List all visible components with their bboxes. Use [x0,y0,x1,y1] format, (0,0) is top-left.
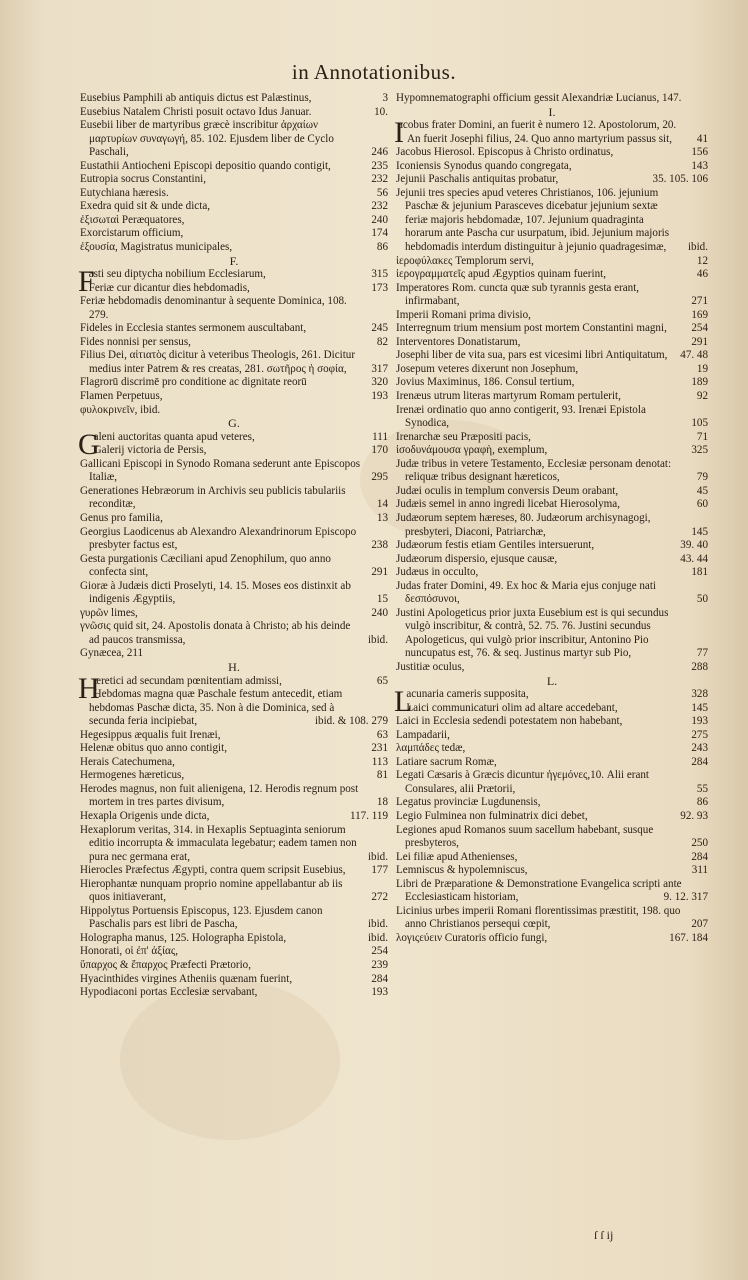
section-letter: L. [546,673,558,688]
page-reference: 77 [696,647,708,660]
page-reference: 284 [691,850,708,863]
index-entry [396,485,708,499]
signature-mark: ſ ſ ij [594,1228,614,1242]
section-letter: G. [228,416,240,431]
entry-text: Imperii Romani prima divisio, [396,308,531,321]
entry-text: γυρῶν limes, [80,606,138,619]
entry-text: Gesta purgationis Cæciliani apud Zenophilum, quo anno confecta sint, [80,552,331,579]
entry-text: Judæ tribus in vetere Testamento, Ecclesiæ personam denotat: reliquæ tribus designant hæreticos, [396,457,672,484]
entry-text: Hebdomas magna quæ Paschale festum antecedit, etiam hebdomas Paschæ dicta, 35. Non à die Dominica, sed à secunda feria incipiebat, [89,688,343,728]
entry-text: Irenæus utrum literas martyrum Romam pertulerit, [396,390,621,403]
page-reference: 284 [691,755,708,768]
index-entry [80,173,388,187]
entry-text: Imperatores Rom. cuncta quæ sub tyrannis gesta erant, infirmabant, [396,281,640,308]
entry-text: Jovius Maximinus, 186. Consul tertium, [396,376,575,389]
entry-text: Flamen Perpetuus, [80,390,163,403]
page-reference: 156 [691,146,708,159]
entry-text: Hypomnematographi officium gessit Alexandriæ Lucianus, 147. [396,92,682,104]
entry-text: Eusebius Pamphili ab antiquis dictus est Palæstinus, [80,92,312,104]
entry-text: Judæus in occulto, [396,566,479,579]
entry-text: Generationes Hebræorum in Archivis seu publicis tabulariis reconditæ, [80,484,346,511]
entry-text: Hermogenes hæreticus, [80,769,185,782]
page-reference: 243 [691,742,708,755]
entry-text: Legati Cæsaris à Græcis dicuntur ἡγεμόνες,10. Alii erant Consulares, alii Prætorii, [396,769,650,795]
page-reference: 240 [371,606,388,619]
entry-text: Laici communicaturi olim ad altare accedebant, [406,701,618,714]
page-reference: 254 [691,322,708,335]
index-entry [80,336,388,350]
page-reference: 245 [371,322,388,335]
index-entry [80,688,388,729]
page-reference: 18 [376,796,388,809]
index-entry [396,715,708,729]
page-reference: 143 [691,159,708,172]
index-entry [396,878,708,905]
index-entry [80,106,388,120]
entry-text: Eustathii Antiocheni Episcopi depositio quando contigit, [80,159,331,172]
page-reference: 275 [691,728,708,741]
entry-text: Laici in Ecclesia sedendi potestatem non habebant, [396,715,623,728]
index-entry [80,553,388,580]
index-entry [396,756,708,770]
index-entry [80,282,388,296]
index-entry [80,580,388,607]
index-entry [80,647,388,661]
index-entry [80,932,388,946]
page-reference: 35. 105. 106 [652,173,708,186]
index-entry [80,187,388,201]
page-reference: 250 [691,837,708,850]
entry-text: Eutychiana hæresis. [80,186,169,199]
index-entry [396,376,708,390]
index-entry [80,214,388,228]
entry-text: ὕπαρχος & ἔπαρχος Præfecti Prætorio, [80,959,251,971]
entry-text: ἐξισωταὶ Peræquatores, [80,213,185,226]
page-reference: 232 [371,200,388,213]
index-entry [80,986,388,1000]
entry-text: Hegesippus æqualis fuit Irenæi, [80,728,221,741]
page-reference: 315 [371,268,388,281]
index-entry [396,796,708,810]
section-letter: I. [548,104,556,119]
index-entry [396,146,708,160]
entry-text: Lei filiæ apud Athenienses, [396,850,518,863]
index-entry [396,498,708,512]
drop-capital: G [78,427,100,461]
index-entry [80,349,388,376]
index-entry [396,322,708,336]
index-entry [396,607,708,661]
page-reference: 39. 40 [680,539,708,552]
page-reference: 92. 93 [680,809,708,822]
entry-text: Eutropia socrus Constantini, [80,173,207,186]
entry-text: Hexaplorum veritas, 314. in Hexaplis Septuaginta seniorum editio incorrupta & immaculata legebatur; eadem tamen non pura nec germana erat, [80,823,357,863]
index-entry [396,309,708,323]
page-reference: 43. 44 [680,552,708,565]
entry-text: Helenæ obitus quo anno contigit, [80,742,227,755]
page-reference: 113 [371,755,388,768]
entry-text: Justitiæ oculus, [396,660,465,673]
entry-text: Libri de Præparatione & Demonstratione Evangelica scripti ante Ecclesiasticam historiam, [396,877,682,904]
page-reference: 193 [371,390,388,403]
index-entry [396,932,708,946]
page-reference: ibid. [687,241,708,254]
index-column-right [396,92,708,945]
page-reference: 189 [691,376,708,389]
index-entry [80,783,388,810]
drop-capital: L [394,685,413,719]
page-reference: 193 [691,715,708,728]
page-reference: 174 [371,227,388,240]
entry-text: Herodes magnus, non fuit alienigena, 12. Herodis regnum post mortem in tres partes divisum, [80,782,359,809]
index-entry [396,404,708,431]
index-entry [396,851,708,865]
entry-text: Irenarchæ seu Præpositi pacis, [396,430,531,443]
entry-text: Judas frater Domini, 49. Ex hoc & Maria ejus conjuge nati δεσπόσυνοι, [396,579,657,606]
index-entry [80,390,388,404]
index-entry [80,945,388,959]
page-reference: 181 [691,566,708,579]
entry-text: ἰσοδυνάμουσα γραφὴ, exemplum, [396,444,548,457]
page-reference: 271 [691,295,708,308]
page-reference: 50 [696,593,708,606]
entry-text: Judæorum septem hæreses, 80. Judæorum archisynagogi, presbyteri, Diaconi, Patriarchæ, [396,511,651,538]
entry-text: Gioræ à Judæis dicti Proselyti, 14. 15. Moses eos distinxit ab indigenis Ægyptiis, [80,579,351,606]
page-reference: 288 [691,660,708,673]
page-reference: 291 [371,566,388,579]
page-reference: 235 [371,159,388,172]
entry-text: Eusebius Natalem Christi posuit octavo Idus Januar. [80,105,312,118]
page-reference: 71 [696,430,708,443]
page-reference: 193 [371,986,388,999]
entry-text: Iconiensis Synodus quando congregata, [396,159,572,172]
page-reference: 92 [696,390,708,403]
entry-text: Honorati, οἱ ἐπ' ἀξίας, [80,945,179,958]
entry-text: Judæis semel in anno ingredi licebat Hierosolyma, [396,498,620,511]
page-reference: 325 [691,444,708,457]
entry-text: Fides nonnisi per sensus, [80,335,191,348]
index-entry [396,92,708,106]
index-entry [80,824,388,865]
index-entry [80,444,388,458]
entry-text: Lemniscus & hypolemniscus, [396,864,528,877]
page-reference: 311 [691,864,708,877]
entry-text: Hierocles Præfectus Ægypti, contra quem scripsit Eusebius, [80,864,346,877]
entry-text: Gallicani Episcopi in Synodo Romana sederunt ante Episcopos Italiæ, [80,457,361,484]
entry-text: Jacobus Hierosol. Episcopus à Christo ordinatus, [396,146,614,159]
page-reference: 3 [382,92,388,104]
index-entry [80,241,388,255]
index-entry [396,458,708,485]
index-entry [80,227,388,241]
entry-text: F asti seu diptycha nobilium Ecclesiarum, [78,265,266,299]
entry-text: Hypodiaconi portas Ecclesiæ servabant, [80,986,258,999]
page-reference: 86 [696,796,708,809]
index-entry [80,526,388,553]
page-reference: 170 [371,444,388,457]
page-reference: 63 [376,728,388,741]
page-reference: 14 [376,498,388,511]
page-reference: 284 [371,972,388,985]
index-entry [80,295,388,322]
index-entry [396,512,708,539]
index-entry [80,729,388,743]
page-reference: 45 [696,484,708,497]
index-entry [396,864,708,878]
page-reference: 19 [696,362,708,375]
entry-text: Judæi oculis in templum conversis Deum orabant, [396,484,619,497]
page-reference: 65 [376,674,388,687]
index-entry [396,282,708,309]
entry-text: Lampadarii, [396,728,450,741]
index-entry [80,458,388,485]
index-entry [396,173,708,187]
page-reference: 295 [371,471,388,484]
page-reference: 317 [371,362,388,375]
entry-text: Exorcistarum officium, [80,227,184,240]
entry-text: Genus pro familia, [80,511,163,524]
drop-capital: I [394,116,404,150]
page-reference: 9. 12. 317 [663,891,708,904]
entry-text: Holographa manus, 125. Holographa Epistola, [80,931,287,944]
index-entry [396,566,708,580]
index-entry [396,661,708,675]
index-entry [396,255,708,269]
page-reference: 272 [371,891,388,904]
page-reference: 207 [691,918,708,931]
index-entry [394,116,708,150]
entry-text: Herais Catechumena, [80,755,175,768]
index-entry [80,959,388,973]
page-reference: ibid. [367,931,388,944]
entry-text: Licinius urbes imperii Romani florentissimas præstitit, 198. quo anno Christianos persequi cœpit, [396,904,681,931]
entry-text: Fideles in Ecclesia stantes sermonem auscultabant, [80,322,307,335]
entry-text: Interregnum trium mensium post mortem Constantini magni, [396,322,667,335]
page-reference: 117. 119 [349,809,388,822]
entry-text: G aleni auctoritas quanta apud veteres, [78,427,255,461]
page-reference: 145 [691,701,708,714]
page-reference: 46 [696,268,708,281]
page-reference: 145 [691,525,708,538]
index-entry [396,702,708,716]
index-entry [396,349,708,363]
entry-text: Irenæi ordinatio quo anno contigerit, 93. Irenæi Epistola Synodica, [396,403,646,430]
entry-text: γνῶσις quid sit, 24. Apostolis donata à Christo; ab his deinde ad paucos transmissa, [80,620,351,646]
index-entry [80,620,388,647]
index-entry [80,973,388,987]
entry-text: Judæorum dispersio, ejusque causæ, [396,552,558,565]
page-reference: 47. 48 [680,349,708,362]
index-entry [80,756,388,770]
index-entry [80,404,388,418]
page-reference: 15 [376,593,388,606]
page-reference: 60 [696,498,708,511]
section-letter: H. [228,659,240,674]
index-entry [396,390,708,404]
entry-text: Georgius Laodicenus ab Alexandro Alexandrinorum Episcopo presbyter factus est, [80,525,357,552]
entry-text: Hippolytus Portuensis Episcopus, 123. Ejusdem canon Paschalis pars est libri de Pascha, [80,904,323,931]
entry-text: φυλοκρινεῖν, ibid. [80,403,161,416]
index-entry [80,607,388,621]
entry-text: Justini Apologeticus prior juxta Eusebium est is qui secundus vulgò inscribitur, & contrà, 52. 75. 76. Justini secundus Apologeticus, qui vulgò prior inscribitur, Antonino Pio nuncupatus est, 76. & seq. Justinus martyr sub Pio, [396,606,669,660]
index-entry [396,742,708,756]
page-reference: ibid. [367,850,388,863]
index-entry [80,160,388,174]
index-entry [80,512,388,526]
entry-text: Josephi liber de vita sua, pars est vicesimi libri Antiquitatum, [396,349,668,362]
page-reference: 240 [371,213,388,226]
entry-text: Eusebii liber de martyribus græcè inscribitur ἀρχαίων μαρτυρίων συναγωγή, 85. 102. Ejusdem liber de Cyclo Paschali, [80,119,334,159]
entry-text: L acunaria cameris supposita, [394,685,529,719]
paper-stain [120,980,340,1140]
page-reference: 177 [371,864,388,877]
index-entry [80,878,388,905]
index-entry [396,580,708,607]
page-title: in Annotationibus. [291,60,457,84]
index-entry [396,539,708,553]
drop-capital: F [78,265,95,299]
index-entry [80,376,388,390]
entry-text: λαμπάδες tedæ, [396,742,466,755]
page-reference: 231 [371,742,388,755]
entry-text: H æretici ad secundam pœnitentiam admissi, [78,671,282,705]
entry-text: Jejunii tres species apud veteres Christianos, 106. jejunium Paschæ & jejunium Parasceves dicebatur jejunium sextæ feriæ majoris hebdomadæ, 107. Jejunium quadraginta horarum ante Pascha cur usurpatum, ibid. Jejunium majoris hebdomadis interdum distinguitur à jejunio quadragesimæ, [396,186,670,254]
entry-text: Josepum veteres dixerunt non Josephum, [396,362,579,375]
page-reference: 82 [376,335,388,348]
entry-text: I acobus frater Domini, an fuerit è numero 12. Apostolorum, 20. An fuerit Josephi filius, 24. Quo anno martyrium passus sit, [394,116,677,150]
index-entry [396,810,708,824]
page-reference: 232 [371,173,388,186]
index-entry [80,485,388,512]
entry-text: Filius Dei, αἰτιατὸς dicitur à veteribus Theologis, 261. Dicitur medius inter Patrem & res creatas, 281. σωτῆρος ἡ σοφία, [80,349,356,375]
page-reference: 238 [371,539,388,552]
page-reference: 173 [371,281,388,294]
entry-text: Gynæcea, 211 [80,647,144,660]
index-entry [396,268,708,282]
entry-text: Exedra quid sit & unde dicta, [80,200,211,213]
page-reference: 13 [376,511,388,524]
entry-text: Jejunii Paschalis antiquitas probatur, [396,173,559,186]
entry-text: Feriæ hebdomadis denominantur à sequente Dominica, 108. 279. [80,295,347,321]
entry-text: Feriæ cur dicantur dies hebdomadis, [88,281,250,294]
entry-text: Latiare sacrum Romæ, [396,755,497,768]
page-reference: ibid. [367,918,388,931]
entry-text: Judæorum festis etiam Gentiles intersuerunt, [396,539,595,552]
entry-text: Legio Fulminea non fulminatrix dici debet, [396,809,588,822]
page-reference: 79 [696,471,708,484]
page-reference: 86 [376,241,388,254]
page-reference: 167. 184 [669,931,708,944]
entry-text: Legatus provinciæ Lugdunensis, [396,796,541,809]
page-reference: ibid. & 108. 279 [314,715,388,728]
page-reference: 10. [374,105,388,118]
entry-text: ἱεροφύλακες Templorum servi, [396,254,534,267]
page-reference: 320 [371,376,388,389]
page-reference: 81 [376,769,388,782]
page-reference: 12 [696,254,708,267]
entry-text: ἐξουσία, Magistratus municipales, [80,241,233,254]
entry-text: Legiones apud Romanos suum sacellum habebant, susque presbyteros, [396,823,654,850]
index-entry [396,160,708,174]
index-entry [396,729,708,743]
index-entry [80,322,388,336]
page-reference: 239 [371,959,388,971]
index-entry [80,864,388,878]
index-entry [396,905,708,932]
index-entry [80,742,388,756]
index-entry [80,200,388,214]
entry-text: Galerij victoria de Persis, [93,444,207,457]
entry-text: λογιςεύειν Curatoris officio fungi, [396,931,548,944]
index-entry [78,671,388,705]
entry-text: Flagrorū discrimē pro conditione ac dignitate reorū [80,376,307,389]
index-entry [396,553,708,567]
index-entry [80,119,388,160]
index-entry [396,363,708,377]
page-reference: 328 [691,688,708,701]
index-entry [396,336,708,350]
entry-text: ἱερογραμματεῖς apud Ægyptios quinam fuerint, [396,268,606,281]
entry-text: Hexapla Origenis unde dicta, [80,809,210,822]
page-reference: 291 [691,335,708,348]
index-column-left [80,92,388,1000]
index-entry [80,905,388,932]
page-reference: 246 [371,146,388,159]
page-reference: 105 [691,417,708,430]
drop-capital: H [78,671,100,705]
page-reference: 254 [371,945,388,958]
page-reference: 111 [372,430,388,443]
index-entry [80,810,388,824]
entry-text: Interventores Donatistarum, [396,335,521,348]
entry-text: Hyacinthides virgines Atheniis quænam fuerint, [80,972,293,985]
index-entry [80,92,388,106]
index-entry [396,431,708,445]
page-reference: 55 [696,782,708,795]
page-reference: 169 [691,308,708,321]
entry-text: Hierophantæ nunquam proprio nomine appellabantur ab iis quos initiaverant, [80,877,343,904]
index-entry [80,769,388,783]
index-entry [396,444,708,458]
index-entry [396,769,708,796]
page-reference: ibid. [367,633,388,646]
page-reference: 56 [376,186,388,199]
page-reference: 41 [696,132,708,145]
section-letter: F. [229,253,239,268]
index-entry [396,187,708,255]
index-entry [396,824,708,851]
